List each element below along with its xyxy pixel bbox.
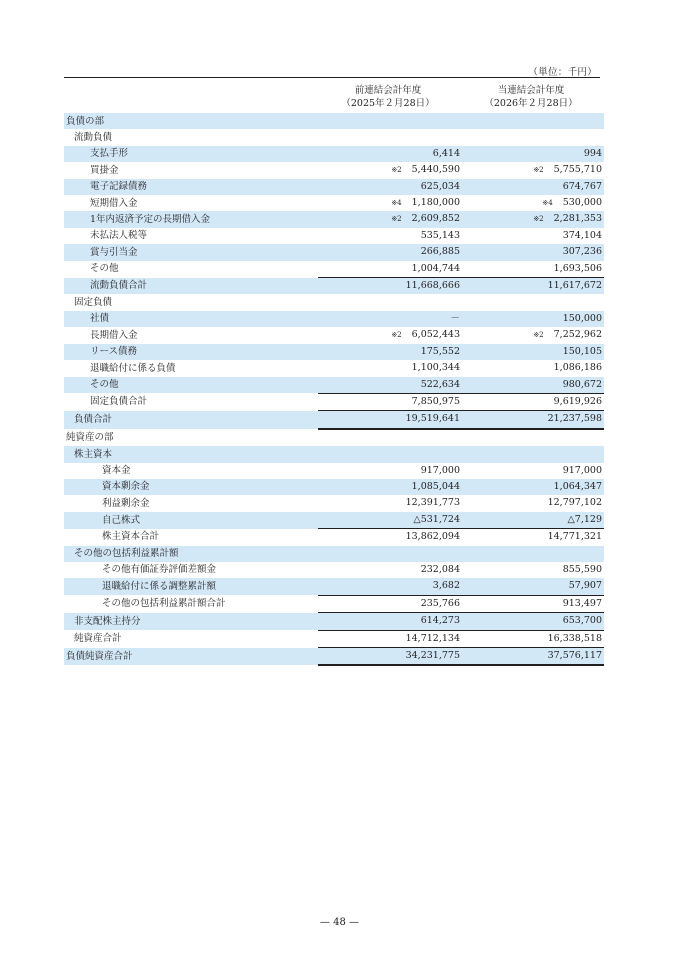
amount: 1,100,344: [411, 362, 460, 374]
note-reference: ※2: [533, 166, 544, 175]
row-label: その他の包括利益累計額合計: [102, 598, 226, 610]
table-row: [64, 529, 604, 546]
row-label: 株主資本: [64, 446, 318, 462]
header-rule: [64, 77, 600, 78]
current-year-value: [466, 360, 604, 376]
amount: 1,180,000: [411, 197, 460, 209]
prior-year-value: [318, 129, 466, 145]
prior-year-value: [318, 344, 466, 360]
column-header-prior-year: [313, 85, 463, 110]
amount: 34,231,775: [405, 650, 460, 661]
note-reference: ※2: [391, 166, 402, 175]
row-label: 資本剰余金: [64, 479, 318, 495]
current-year-value: [466, 613, 604, 630]
table-row: [64, 261, 604, 278]
table-row: [64, 446, 604, 462]
table-row: [64, 146, 604, 162]
prior-year-value: [318, 495, 466, 511]
table-row: [64, 578, 604, 595]
prior-year-value: [318, 211, 466, 227]
current-year-value: [466, 648, 604, 666]
table-row: [64, 228, 604, 244]
note-reference: ※2: [391, 331, 402, 340]
row-label: 固定負債合計: [90, 396, 148, 408]
amount: 674,767: [562, 180, 602, 192]
row-label: 純資産合計: [74, 633, 122, 645]
current-year-value: [466, 529, 604, 546]
amount: 150,000: [562, 312, 602, 324]
table-row: [64, 244, 604, 260]
amount: 1,004,744: [411, 262, 460, 274]
amount: 7,252,962: [553, 329, 602, 341]
prior-year-value: [318, 546, 466, 562]
current-year-value: [466, 595, 604, 612]
note-reference: ※2: [533, 331, 544, 340]
amount: 522,634: [420, 378, 460, 390]
prior-year-value: [318, 562, 466, 578]
amount: 374,104: [562, 229, 602, 241]
current-year-value: [466, 311, 604, 327]
amount: 175,552: [420, 345, 460, 357]
current-year-value: [466, 278, 604, 295]
amount: 21,237,598: [547, 413, 602, 425]
prior-year-value: [318, 429, 466, 446]
current-year-value: [466, 344, 604, 360]
row-label: リース債務: [64, 344, 318, 360]
amount: 232,084: [420, 563, 460, 575]
prior-year-value: [318, 446, 466, 462]
current-year-value: [466, 294, 604, 310]
prior-year-value: [318, 613, 466, 630]
amount: 1,085,044: [411, 480, 460, 492]
current-year-value: [466, 162, 604, 178]
current-year-value: [466, 429, 604, 446]
table-row: [64, 327, 604, 343]
row-label: 短期借入金: [90, 197, 138, 209]
row-label: その他: [64, 377, 318, 394]
current-year-value: [466, 630, 604, 647]
current-year-value: [466, 578, 604, 595]
current-year-value: [466, 393, 604, 410]
amount: －: [450, 312, 460, 324]
amount: 7,850,975: [411, 395, 460, 407]
unit-label: （単位：千円）: [528, 67, 597, 78]
table-row: [64, 162, 604, 178]
amount: 16,338,518: [547, 632, 602, 644]
table-row: [64, 278, 604, 295]
row-label: 固定負債: [74, 296, 113, 308]
table-row: [64, 429, 604, 446]
row-label: 資本金: [102, 465, 131, 477]
prior-year-value: [318, 179, 466, 195]
row-label: 株主資本合計: [102, 531, 160, 543]
prior-year-value: [318, 512, 466, 529]
column-header-current-year: [456, 85, 606, 110]
note-reference: ※4: [542, 199, 553, 208]
table-row: [64, 360, 604, 376]
table-row: [64, 179, 604, 195]
note-reference: ※2: [391, 215, 402, 224]
amount: 12,391,773: [405, 497, 460, 509]
prior-year-value: [318, 261, 466, 278]
amount: 1,064,347: [553, 480, 602, 492]
table-row: [64, 495, 604, 511]
amount: 6,052,443: [411, 329, 460, 341]
prior-year-value: [318, 595, 466, 612]
amount: 1,086,186: [553, 362, 602, 374]
amount: 37,576,117: [547, 650, 602, 661]
current-year-value: [466, 446, 604, 462]
prior-year-value: [318, 195, 466, 211]
row-label: 利益剰余金: [102, 497, 150, 509]
note-reference: ※4: [391, 199, 402, 208]
table-row: [64, 344, 604, 360]
amount: 980,672: [562, 378, 602, 390]
amount: 6,414: [432, 147, 460, 159]
amount: 994: [583, 147, 602, 159]
prior-year-value: [318, 244, 466, 260]
amount: 917,000: [420, 464, 460, 476]
current-year-value: [466, 463, 604, 479]
current-year-value: [466, 244, 604, 260]
amount: 307,236: [562, 246, 602, 258]
amount: 5,440,590: [411, 164, 460, 176]
prior-year-value: [318, 278, 466, 295]
current-year-value: [466, 211, 604, 227]
amount: 917,000: [562, 464, 602, 476]
prior-year-value: [318, 377, 466, 394]
row-label: 退職給付に係る負債: [90, 362, 176, 374]
prior-year-value: [318, 228, 466, 244]
prior-year-value: [318, 648, 466, 666]
prior-year-value: [318, 360, 466, 376]
table-row: [64, 595, 604, 612]
column-header-prior-date: （2025年２月28日）: [341, 97, 435, 109]
amount: 9,619,926: [553, 395, 602, 407]
row-label: 未払法人税等: [90, 230, 148, 242]
table-row: [64, 512, 604, 529]
amount: 235,766: [420, 597, 460, 609]
amount: 5,755,710: [553, 164, 602, 176]
current-year-value: [466, 261, 604, 278]
amount: 11,668,666: [405, 280, 460, 292]
amount: 12,797,102: [547, 497, 602, 509]
table-row: [64, 211, 604, 227]
table-row: [64, 377, 604, 394]
page-number: — 48 —: [319, 917, 360, 928]
prior-year-value: [318, 146, 466, 162]
prior-year-value: [318, 327, 466, 343]
row-label: 負債の部: [64, 113, 318, 129]
row-label: 社債: [64, 311, 318, 327]
amount: 3,682: [432, 580, 460, 592]
row-label: 負債合計: [64, 411, 318, 429]
table-row: [64, 463, 604, 479]
prior-year-value: [318, 463, 466, 479]
row-label: 流動負債: [74, 131, 113, 143]
table-row: [64, 546, 604, 562]
current-year-value: [466, 411, 604, 429]
prior-year-value: [318, 411, 466, 429]
row-label: その他の包括利益累計額: [64, 546, 318, 562]
amount: 266,885: [420, 246, 460, 258]
amount: 150,105: [562, 345, 602, 357]
current-year-value: [466, 562, 604, 578]
amount: 2,609,852: [411, 213, 460, 225]
current-year-value: [466, 495, 604, 511]
table-row: [64, 195, 604, 211]
table-row: [64, 311, 604, 327]
amount: △7,129: [567, 513, 602, 525]
current-year-value: [466, 546, 604, 562]
prior-year-value: [318, 479, 466, 495]
balance-sheet-table: [64, 113, 604, 666]
row-label: 賞与引当金: [64, 244, 318, 260]
prior-year-value: [318, 294, 466, 310]
prior-year-value: [318, 393, 466, 410]
amount: 625,034: [420, 180, 460, 192]
prior-year-value: [318, 113, 466, 129]
amount: 57,907: [568, 580, 602, 592]
row-label: 負債純資産合計: [64, 648, 318, 666]
prior-year-value: [318, 311, 466, 327]
column-header-current-date: （2026年２月28日）: [484, 97, 578, 109]
table-row: [64, 630, 604, 647]
column-header-prior-title: 前連結会計年度: [354, 85, 422, 96]
prior-year-value: [318, 630, 466, 647]
amount: 2,281,353: [553, 213, 602, 225]
note-reference: ※2: [533, 215, 544, 224]
row-label: 電子記録債務: [64, 179, 318, 195]
current-year-value: [466, 129, 604, 145]
current-year-value: [466, 146, 604, 162]
current-year-value: [466, 179, 604, 195]
amount: 913,497: [562, 597, 602, 609]
amount: 13,862,094: [405, 531, 460, 543]
table-row: [64, 479, 604, 495]
amount: 653,700: [562, 615, 602, 627]
row-label: 買掛金: [90, 164, 119, 176]
amount: 11,617,672: [547, 280, 602, 292]
amount: 530,000: [562, 197, 602, 209]
row-label: その他有価証券評価差額金: [102, 564, 217, 576]
current-year-value: [466, 113, 604, 129]
amount: 1,693,506: [553, 262, 602, 274]
amount: △531,724: [413, 513, 460, 525]
row-label: 流動負債合計: [64, 278, 318, 295]
amount: 855,590: [562, 563, 602, 575]
table-row: [64, 393, 604, 410]
table-row: [64, 648, 604, 666]
current-year-value: [466, 228, 604, 244]
prior-year-value: [318, 578, 466, 595]
amount: 614,273: [420, 615, 460, 627]
current-year-value: [466, 327, 604, 343]
row-label: その他: [90, 263, 119, 275]
current-year-value: [466, 479, 604, 495]
amount: 535,143: [420, 229, 460, 241]
amount: 14,712,134: [405, 632, 460, 644]
table-row: [64, 411, 604, 429]
row-label: 1年内返済予定の長期借入金: [64, 211, 318, 227]
current-year-value: [466, 377, 604, 394]
prior-year-value: [318, 529, 466, 546]
row-label: 自己株式: [64, 512, 318, 529]
row-label: 非支配株主持分: [64, 613, 318, 630]
row-label: 純資産の部: [66, 431, 114, 443]
table-row: [64, 129, 604, 145]
current-year-value: [466, 512, 604, 529]
column-header-current-title: 当連結会計年度: [497, 85, 565, 96]
prior-year-value: [318, 162, 466, 178]
current-year-value: [466, 195, 604, 211]
table-row: [64, 113, 604, 129]
table-row: [64, 613, 604, 630]
row-label: 長期借入金: [90, 329, 138, 341]
row-label: 支払手形: [64, 146, 318, 162]
table-row: [64, 562, 604, 578]
amount: 19,519,641: [405, 413, 460, 425]
row-label: 退職給付に係る調整累計額: [64, 578, 318, 595]
amount: 14,771,321: [547, 531, 602, 543]
table-row: [64, 294, 604, 310]
